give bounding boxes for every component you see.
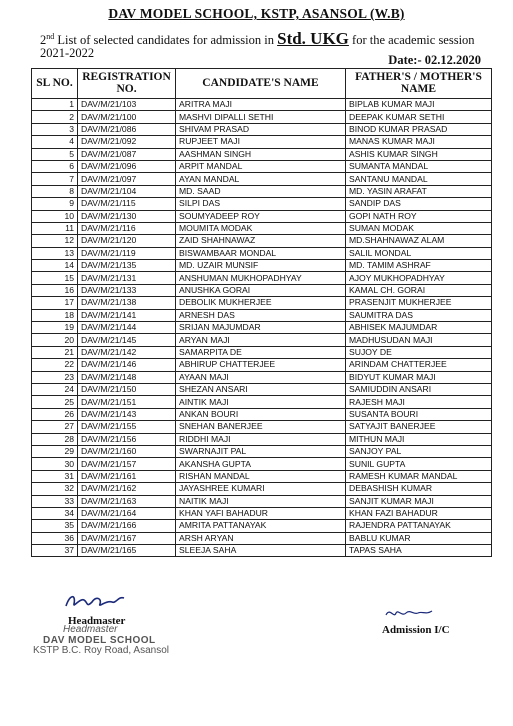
cell-sl-no: 27 (32, 421, 78, 433)
cell-sl-no: 26 (32, 408, 78, 420)
cell-registration-no: DAV/M/21/156 (78, 433, 176, 445)
cell-registration-no: DAV/M/21/103 (78, 99, 176, 111)
intro-number: 2 (40, 33, 47, 48)
cell-registration-no: DAV/M/21/135 (78, 260, 176, 272)
cell-parent-name: RAMESH KUMAR MANDAL (346, 470, 492, 482)
cell-registration-no: DAV/M/21/151 (78, 396, 176, 408)
cell-candidate-name: MOUMITA MODAK (176, 222, 346, 234)
cell-registration-no: DAV/M/21/146 (78, 359, 176, 371)
cell-sl-no: 30 (32, 458, 78, 470)
intro-ordinal-suffix: nd (46, 32, 55, 41)
cell-sl-no: 13 (32, 247, 78, 259)
cell-parent-name: DEBASHISH KUMAR (346, 483, 492, 495)
cell-registration-no: DAV/M/21/142 (78, 346, 176, 358)
table-row (32, 247, 492, 259)
table-row (32, 532, 492, 544)
headmaster-signature (58, 590, 138, 612)
cell-candidate-name: SILPI DAS (176, 198, 346, 210)
table-row (32, 470, 492, 482)
cell-parent-name: KAMAL CH. GORAI (346, 284, 492, 296)
cell-registration-no: DAV/M/21/092 (78, 136, 176, 148)
table-row (32, 272, 492, 284)
table-row (32, 507, 492, 519)
admission-signature-block (382, 605, 450, 636)
cell-candidate-name: AYAAN MAJI (176, 371, 346, 383)
cell-registration-no: DAV/M/21/096 (78, 160, 176, 172)
cell-sl-no: 15 (32, 272, 78, 284)
cell-sl-no: 2 (32, 111, 78, 123)
cell-registration-no: DAV/M/21/141 (78, 309, 176, 321)
cell-candidate-name: ANSHUMAN MUKHOPADHYAY (176, 272, 346, 284)
cell-sl-no: 33 (32, 495, 78, 507)
cell-candidate-name: BISWAMBAAR MONDAL (176, 247, 346, 259)
cell-registration-no: DAV/M/21/097 (78, 173, 176, 185)
cell-candidate-name: ARITRA MAJI (176, 99, 346, 111)
cell-parent-name: ARINDAM CHATTERJEE (346, 359, 492, 371)
cell-candidate-name: AKANSHA GUPTA (176, 458, 346, 470)
cell-parent-name: SAMIUDDIN ANSARI (346, 383, 492, 395)
cell-parent-name: MD. YASIN ARAFAT (346, 185, 492, 197)
cell-sl-no: 12 (32, 235, 78, 247)
column-header-sl: SL NO. (32, 69, 78, 99)
stamp-title: Headmaster (63, 624, 118, 635)
intro-suffix: for the academic session 2021-2022 (40, 33, 475, 61)
cell-parent-name: SANDIP DAS (346, 198, 492, 210)
cell-parent-name: SUJOY DE (346, 346, 492, 358)
cell-candidate-name: RISHAN MANDAL (176, 470, 346, 482)
cell-registration-no: DAV/M/21/163 (78, 495, 176, 507)
cell-sl-no: 3 (32, 123, 78, 135)
cell-parent-name: BIDYUT KUMAR MAJI (346, 371, 492, 383)
school-title: DAV MODEL SCHOOL, KSTP, ASANSOL (W.B) (108, 6, 405, 21)
table-header-row (32, 69, 492, 99)
cell-registration-no: DAV/M/21/130 (78, 210, 176, 222)
column-header-candidate: CANDIDATE'S NAME (176, 69, 346, 99)
table-row (32, 346, 492, 358)
table-row (32, 99, 492, 111)
admission-label: Admission I/C (382, 624, 450, 636)
cell-candidate-name: ARYAN MAJI (176, 334, 346, 346)
cell-candidate-name: SNEHAN BANERJEE (176, 421, 346, 433)
cell-sl-no: 36 (32, 532, 78, 544)
table-row (32, 433, 492, 445)
table-row (32, 148, 492, 160)
cell-registration-no: DAV/M/21/164 (78, 507, 176, 519)
column-header-parent: FATHER'S / MOTHER'S NAME (346, 69, 492, 99)
table-row (32, 136, 492, 148)
cell-sl-no: 5 (32, 148, 78, 160)
table-row (32, 445, 492, 457)
cell-registration-no: DAV/M/21/119 (78, 247, 176, 259)
cell-sl-no: 7 (32, 173, 78, 185)
cell-parent-name: ASHIS KUMAR SINGH (346, 148, 492, 160)
cell-parent-name: SALIL MONDAL (346, 247, 492, 259)
cell-sl-no: 28 (32, 433, 78, 445)
cell-registration-no: DAV/M/21/115 (78, 198, 176, 210)
table-row (32, 210, 492, 222)
cell-candidate-name: ANKAN BOURI (176, 408, 346, 420)
class-name: Std. UKG (277, 29, 349, 49)
intro-prefix: List of selected candidates for admission in (54, 33, 278, 48)
cell-registration-no: DAV/M/21/086 (78, 123, 176, 135)
cell-sl-no: 34 (32, 507, 78, 519)
column-header-registration: REGISTRATION NO. (78, 69, 176, 99)
cell-registration-no: DAV/M/21/155 (78, 421, 176, 433)
cell-sl-no: 32 (32, 483, 78, 495)
cell-parent-name: BINOD KUMAR PRASAD (346, 123, 492, 135)
cell-candidate-name: ARNESH DAS (176, 309, 346, 321)
cell-parent-name: RAJENDRA PATTANAYAK (346, 520, 492, 532)
cell-sl-no: 18 (32, 309, 78, 321)
cell-sl-no: 25 (32, 396, 78, 408)
cell-registration-no: DAV/M/21/104 (78, 185, 176, 197)
table-row (32, 284, 492, 296)
cell-sl-no: 11 (32, 222, 78, 234)
cell-candidate-name: SRIJAN MAJUMDAR (176, 322, 346, 334)
cell-candidate-name: SHEZAN ANSARI (176, 383, 346, 395)
cell-candidate-name: AMRITA PATTANAYAK (176, 520, 346, 532)
cell-sl-no: 24 (32, 383, 78, 395)
cell-parent-name: SUMANTA MANDAL (346, 160, 492, 172)
cell-sl-no: 20 (32, 334, 78, 346)
table-row (32, 334, 492, 346)
cell-parent-name: BABLU KUMAR (346, 532, 492, 544)
cell-candidate-name: SLEEJA SAHA (176, 545, 346, 557)
cell-parent-name: ABHISEK MAJUMDAR (346, 322, 492, 334)
cell-candidate-name: MASHVI DIPALLI SETHI (176, 111, 346, 123)
cell-candidate-name: NAITIK MAJI (176, 495, 346, 507)
cell-parent-name: SUNIL GUPTA (346, 458, 492, 470)
cell-registration-no: DAV/M/21/150 (78, 383, 176, 395)
cell-candidate-name: ZAID SHAHNAWAZ (176, 235, 346, 247)
table-row (32, 495, 492, 507)
cell-candidate-name: AYAN MANDAL (176, 173, 346, 185)
table-row (32, 260, 492, 272)
headmaster-label: Headmaster (68, 615, 126, 627)
table-row (32, 160, 492, 172)
table-row (32, 111, 492, 123)
cell-parent-name: GOPI NATH ROY (346, 210, 492, 222)
cell-candidate-name: ABHIRUP CHATTERJEE (176, 359, 346, 371)
cell-candidate-name: JAYASHREE KUMARI (176, 483, 346, 495)
cell-registration-no: DAV/M/21/165 (78, 545, 176, 557)
cell-parent-name: MITHUN MAJI (346, 433, 492, 445)
cell-parent-name: SAUMITRA DAS (346, 309, 492, 321)
table-row (32, 520, 492, 532)
cell-candidate-name: RIDDHI MAJI (176, 433, 346, 445)
cell-parent-name: SUMAN MODAK (346, 222, 492, 234)
cell-registration-no: DAV/M/21/131 (78, 272, 176, 284)
table-row (32, 383, 492, 395)
table-row (32, 458, 492, 470)
cell-registration-no: DAV/M/21/087 (78, 148, 176, 160)
cell-registration-no: DAV/M/21/145 (78, 334, 176, 346)
table-row (32, 309, 492, 321)
cell-candidate-name: MD. UZAIR MUNSIF (176, 260, 346, 272)
list-date: Date:- 02.12.2020 (388, 53, 481, 67)
cell-parent-name: TAPAS SAHA (346, 545, 492, 557)
headmaster-signature-block (58, 590, 138, 627)
table-row (32, 545, 492, 557)
cell-parent-name: MANAS KUMAR MAJI (346, 136, 492, 148)
cell-registration-no: DAV/M/21/144 (78, 322, 176, 334)
table-row (32, 173, 492, 185)
cell-parent-name: RAJESH MAJI (346, 396, 492, 408)
cell-sl-no: 10 (32, 210, 78, 222)
cell-candidate-name: KHAN YAFI BAHADUR (176, 507, 346, 519)
cell-parent-name: BIPLAB KUMAR MAJI (346, 99, 492, 111)
cell-sl-no: 22 (32, 359, 78, 371)
candidates-table-body (32, 99, 492, 557)
table-row (32, 235, 492, 247)
stamp-school: DAV MODEL SCHOOL (43, 634, 156, 646)
table-row (32, 421, 492, 433)
cell-sl-no: 23 (32, 371, 78, 383)
cell-parent-name: SANTANU MANDAL (346, 173, 492, 185)
cell-sl-no: 14 (32, 260, 78, 272)
cell-parent-name: MD. TAMIM ASHRAF (346, 260, 492, 272)
table-row (32, 198, 492, 210)
cell-registration-no: DAV/M/21/138 (78, 297, 176, 309)
cell-registration-no: DAV/M/21/116 (78, 222, 176, 234)
table-row (32, 359, 492, 371)
cell-registration-no: DAV/M/21/133 (78, 284, 176, 296)
cell-candidate-name: RUPJEET MAJI (176, 136, 346, 148)
cell-candidate-name: ANUSHKA GORAI (176, 284, 346, 296)
table-row (32, 371, 492, 383)
cell-parent-name: SUSANTA BOURI (346, 408, 492, 420)
cell-parent-name: DEEPAK KUMAR SETHI (346, 111, 492, 123)
candidates-table (31, 68, 492, 557)
cell-parent-name: MD.SHAHNAWAZ ALAM (346, 235, 492, 247)
cell-sl-no: 29 (32, 445, 78, 457)
cell-sl-no: 19 (32, 322, 78, 334)
stamp-address: KSTP B.C. Roy Road, Asansol (33, 645, 169, 656)
cell-sl-no: 16 (32, 284, 78, 296)
cell-sl-no: 35 (32, 520, 78, 532)
cell-sl-no: 21 (32, 346, 78, 358)
table-row (32, 297, 492, 309)
cell-registration-no: DAV/M/21/160 (78, 445, 176, 457)
table-row (32, 185, 492, 197)
cell-parent-name: MADHUSUDAN MAJI (346, 334, 492, 346)
table-row (32, 408, 492, 420)
cell-registration-no: DAV/M/21/143 (78, 408, 176, 420)
cell-registration-no: DAV/M/21/167 (78, 532, 176, 544)
cell-registration-no: DAV/M/21/120 (78, 235, 176, 247)
cell-parent-name: KHAN FAZI BAHADUR (346, 507, 492, 519)
cell-sl-no: 1 (32, 99, 78, 111)
cell-registration-no: DAV/M/21/148 (78, 371, 176, 383)
cell-registration-no: DAV/M/21/100 (78, 111, 176, 123)
cell-candidate-name: SAMARPITA DE (176, 346, 346, 358)
cell-sl-no: 31 (32, 470, 78, 482)
table-row (32, 222, 492, 234)
cell-candidate-name: MD. SAAD (176, 185, 346, 197)
cell-registration-no: DAV/M/21/166 (78, 520, 176, 532)
cell-candidate-name: AASHMAN SINGH (176, 148, 346, 160)
cell-registration-no: DAV/M/21/157 (78, 458, 176, 470)
cell-sl-no: 4 (32, 136, 78, 148)
cell-parent-name: SATYAJIT BANERJEE (346, 421, 492, 433)
cell-candidate-name: ARPIT MANDAL (176, 160, 346, 172)
cell-sl-no: 37 (32, 545, 78, 557)
cell-candidate-name: SWARNAJIT PAL (176, 445, 346, 457)
school-stamp (33, 625, 169, 657)
cell-sl-no: 17 (32, 297, 78, 309)
cell-candidate-name: SHIVAM PRASAD (176, 123, 346, 135)
cell-parent-name: AJOY MUKHOPADHYAY (346, 272, 492, 284)
cell-candidate-name: DEBOLIK MUKHERJEE (176, 297, 346, 309)
table-row (32, 123, 492, 135)
table-row (32, 483, 492, 495)
cell-sl-no: 8 (32, 185, 78, 197)
cell-sl-no: 6 (32, 160, 78, 172)
cell-sl-no: 9 (32, 198, 78, 210)
cell-parent-name: PRASENJIT MUKHERJEE (346, 297, 492, 309)
admission-signature (382, 605, 442, 621)
table-row (32, 322, 492, 334)
cell-candidate-name: SOUMYADEEP ROY (176, 210, 346, 222)
cell-parent-name: SANJOY PAL (346, 445, 492, 457)
cell-registration-no: DAV/M/21/161 (78, 470, 176, 482)
cell-registration-no: DAV/M/21/162 (78, 483, 176, 495)
cell-candidate-name: ARSH ARYAN (176, 532, 346, 544)
cell-parent-name: SANJIT KUMAR MAJI (346, 495, 492, 507)
cell-candidate-name: AINTIK MAJI (176, 396, 346, 408)
table-row (32, 396, 492, 408)
